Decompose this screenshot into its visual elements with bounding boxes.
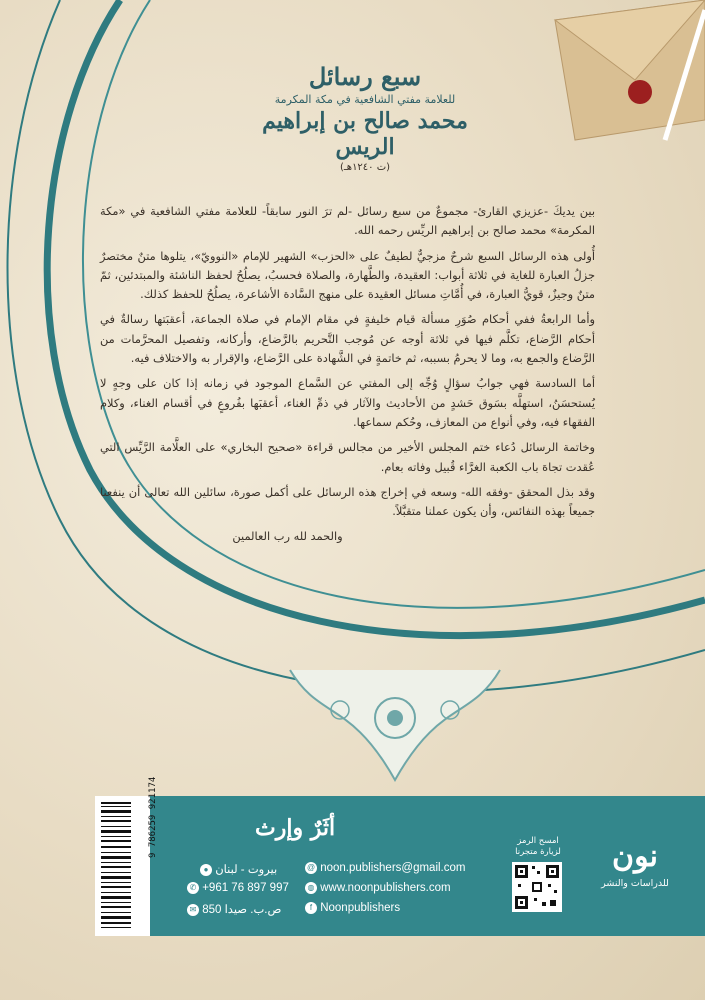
- globe-icon: ◍: [305, 882, 317, 894]
- qr-label: امسح الرمز لزيارة متجرنا: [515, 836, 561, 857]
- qr-code: [512, 862, 562, 912]
- envelope-illustration: [515, 0, 705, 150]
- mailbox-icon: ✉: [187, 904, 199, 916]
- isbn-number: 9 786259 921174: [148, 776, 158, 858]
- blurb-paragraph: أما السادسة فهي جوابُ سؤالٍ وُجِّه إلى المفتي عن السَّماع الموجود في زمانه إذا كان على وجهٍ لا يُستحسَنُ، استهلَّه بسَوق حَشدٍ من الأحاديث والآثار في ذمِّ الغناء، أعقبَها بفُروعٍ في أقسام الغناء، وكلام الفقهاء فيه، وفي أنواع من المعازف، وحُكم سماعها.: [100, 376, 595, 429]
- floral-ornament: [280, 660, 510, 785]
- publisher-logo: [580, 840, 690, 889]
- blurb-paragraph: وخاتمة الرسائل دُعاء ختم المجلس الأخير من مجالس قراءة «صحيح البخاري» على العلَّامة الرَّيِّس التي عُقدت تجاهَ باب الكعبة الغرَّاء قُبيل وفاته بعام.: [100, 440, 595, 474]
- book-title: سبع رسائل: [308, 62, 422, 91]
- email-icon: @: [306, 863, 316, 872]
- blurb-paragraph: أُولى هذه الرسائل السبع شرحٌ مزجيٌّ لطيفٌ على «الحزب» الشهير للإمام «النوويّ»، يتلوها متنٌ مختصرٌ جزلُ العبارة للغاية في ثلاثة أبواب: العقيدة، والطَّهارة، والصلاة فحسبُ، يصلُحُ لحفظ الناشئة والمبتدئين، ثمّ متنٌ وجيزٌ، قويُّ العبارة، في أُمَّاتِ مسائل العقيدة على منهج السَّادة الأشاعرة، يصلُحُ للحفظ كذلك.: [100, 248, 595, 302]
- email-line: @ noon.publishers@gmail.com: [306, 862, 466, 875]
- isbn-barcode: [95, 796, 150, 936]
- blurb-paragraph: بين يديكَ -عزيزي القارئ- مجموعٌ من سبع رسائل -لم ترَ النور سابقاً- للعلامة مفتي الشافعية في «مكة المكرمة» محمد صالح بن إبراهيم الريِّس رحمه الله.: [100, 204, 595, 238]
- phone-line: ✆ +961 76 897 997: [187, 882, 289, 894]
- title-block: [240, 62, 490, 173]
- address-line: ● بيروت - لبنان: [200, 862, 277, 876]
- author-name: محمد صالح بن إبراهيم الريس: [262, 108, 468, 160]
- book-subtitle: للعلامة مفتي الشافعية في مكة المكرمة: [274, 93, 456, 106]
- blurb-paragraph: وأما الرابعةُ ففي أحكام صُوَرِ مسألة قيام خليفةٍ في مقام الإمام في صلاة الجماعة، أعقبَتها رسالةٌ في أحكام الرَّضاع، تكلَّم فيها في ثلاثة أوجه عن مُوجب التَّحريم بالرَّضاع، وأركانه، وتفصيل المحرَّمات من الرَّضاع والجمع به، وما لا يحرمُ بسببه، ثم خاتمةٍ في الشَّهادة على الرَّضاع، والإقرار به والاختلاف فيه.: [100, 312, 595, 366]
- social-line: f Noonpublishers: [305, 902, 400, 914]
- website-line: ◍ www.noonpublishers.com: [305, 882, 451, 894]
- imprint-logo: أثَرٌ وإرث: [255, 815, 336, 841]
- blurb-text: [100, 202, 595, 553]
- facebook-icon: f: [305, 902, 317, 914]
- publisher-logo-text: نون: [612, 839, 658, 874]
- blurb-paragraph: وقد بذل المحقق -وفقه الله- وسعه في إخراج هذه الرسائل على أكمل صورة، سائلين الله تعالى أن ينفعنا جميعاً بهذه النفائس، وأن يكون عملنا متقبَّلاً.: [100, 484, 595, 519]
- publisher-logo-subtitle: للدراسات والنشر: [601, 878, 669, 889]
- phone-icon: ✆: [187, 882, 199, 894]
- pobox-line: ✉ ص.ب. صيدا 850: [187, 902, 281, 916]
- location-pin-icon: ●: [200, 864, 212, 876]
- author-death-date: (ت ١٢٤٠هـ): [339, 162, 391, 173]
- closing-line: والحمد لله رب العالمين: [232, 529, 343, 544]
